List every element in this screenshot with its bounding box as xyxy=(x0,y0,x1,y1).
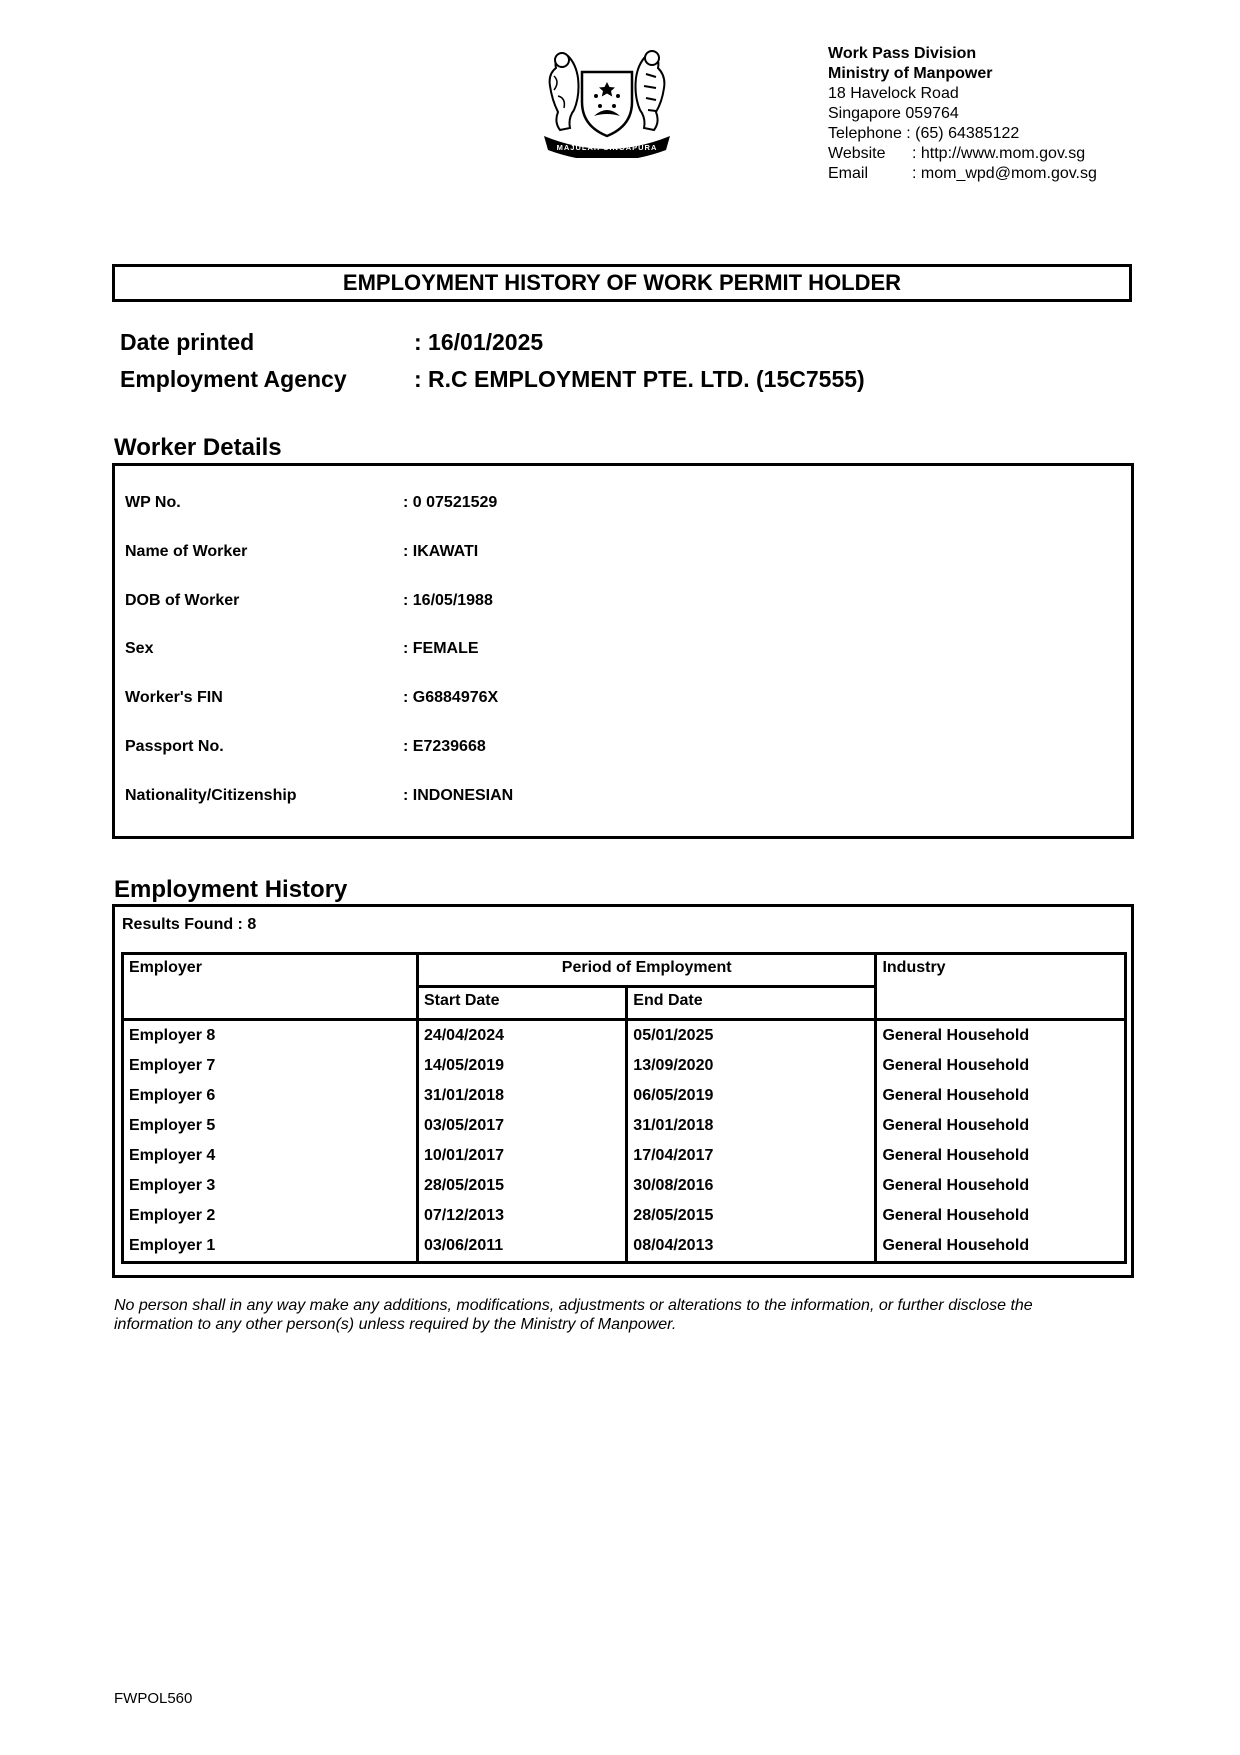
start-date-cell: 07/12/2013 xyxy=(417,1201,626,1231)
employment-history-box xyxy=(112,904,1134,1278)
field-value: : G6884976X xyxy=(403,689,499,706)
employer-cell: Employer 8 xyxy=(123,1020,418,1052)
end-date-cell: 28/05/2015 xyxy=(627,1201,876,1231)
document-title: EMPLOYMENT HISTORY OF WORK PERMIT HOLDER xyxy=(112,264,1132,302)
coat-of-arms-icon xyxy=(540,46,674,158)
field-value: : INDONESIAN xyxy=(403,787,514,804)
fin-row xyxy=(125,689,499,707)
industry-cell: General Household xyxy=(876,1231,1126,1263)
telephone: Telephone : (65) 64385122 xyxy=(828,125,1020,142)
industry-cell: General Household xyxy=(876,1171,1126,1201)
field-label: Passport No. xyxy=(125,738,224,755)
employer-cell: Employer 5 xyxy=(123,1111,418,1141)
field-label: Sex xyxy=(125,640,154,657)
industry-cell: General Household xyxy=(876,1111,1126,1141)
field-label: Worker's FIN xyxy=(125,689,223,706)
website-row xyxy=(828,144,1097,164)
period-header: Period of Employment xyxy=(417,954,876,987)
employer-cell: Employer 2 xyxy=(123,1201,418,1231)
employment-agency-row xyxy=(120,366,865,393)
passport-row xyxy=(125,738,486,756)
industry-cell: General Household xyxy=(876,1020,1126,1052)
field-value: : FEMALE xyxy=(403,640,479,657)
field-value: : 0 07521529 xyxy=(403,494,498,511)
sex-row xyxy=(125,640,479,658)
email-label: Email xyxy=(828,165,869,182)
table-row xyxy=(123,1051,1126,1081)
ministry-name: Ministry of Manpower xyxy=(828,65,993,82)
start-date-header: Start Date xyxy=(417,987,626,1020)
start-date-cell: 14/05/2019 xyxy=(417,1051,626,1081)
results-count: Results Found : 8 xyxy=(122,916,257,933)
wp-no-row xyxy=(125,494,498,512)
industry-cell: General Household xyxy=(876,1201,1126,1231)
field-label: DOB of Worker xyxy=(125,592,240,609)
date-printed-value: : 16/01/2025 xyxy=(414,329,544,355)
field-label: Name of Worker xyxy=(125,543,248,560)
start-date-cell: 24/04/2024 xyxy=(417,1020,626,1052)
email-row xyxy=(828,164,1097,184)
date-printed-row xyxy=(120,329,544,356)
employment-history-heading: Employment History xyxy=(114,876,348,903)
worker-details-box xyxy=(112,463,1134,839)
industry-cell: General Household xyxy=(876,1081,1126,1111)
table-row xyxy=(123,1171,1126,1201)
employment-agency-value: : R.C EMPLOYMENT PTE. LTD. (15C7555) xyxy=(414,366,865,392)
division-name: Work Pass Division xyxy=(828,45,977,62)
end-date-header: End Date xyxy=(627,987,876,1020)
end-date-cell: 13/09/2020 xyxy=(627,1051,876,1081)
worker-name-row xyxy=(125,543,479,561)
employment-agency-label: Employment Agency xyxy=(120,366,347,392)
end-date-cell: 06/05/2019 xyxy=(627,1081,876,1111)
employer-cell: Employer 7 xyxy=(123,1051,418,1081)
end-date-cell: 31/01/2018 xyxy=(627,1111,876,1141)
worker-details-heading: Worker Details xyxy=(114,434,282,461)
table-row xyxy=(123,1141,1126,1171)
industry-cell: General Household xyxy=(876,1141,1126,1171)
employer-cell: Employer 3 xyxy=(123,1171,418,1201)
start-date-cell: 28/05/2015 xyxy=(417,1171,626,1201)
field-value: : 16/05/1988 xyxy=(403,592,493,609)
employment-history-table xyxy=(121,952,1127,1264)
nationality-row xyxy=(125,787,514,805)
form-code: FWPOL560 xyxy=(114,1690,193,1707)
disclaimer-text: No person shall in any way make any additions, modifications, adjustments or alterations to the information, or further disclose the information to any other person(s) unless required by the Ministry of Manpower. xyxy=(114,1297,1033,1333)
table-row xyxy=(123,1111,1126,1141)
field-value: : E7239668 xyxy=(403,738,486,755)
address-line-1: 18 Havelock Road xyxy=(828,85,959,102)
start-date-cell: 03/05/2017 xyxy=(417,1111,626,1141)
start-date-cell: 31/01/2018 xyxy=(417,1081,626,1111)
dob-row xyxy=(125,592,493,610)
industry-header: Industry xyxy=(876,954,1126,1020)
table-row xyxy=(123,1081,1126,1111)
ministry-letterhead xyxy=(828,44,1097,184)
website-link[interactable]: : http://www.mom.gov.sg xyxy=(912,145,1086,162)
employer-cell: Employer 6 xyxy=(123,1081,418,1111)
end-date-cell: 08/04/2013 xyxy=(627,1231,876,1263)
table-row xyxy=(123,1201,1126,1231)
address-line-2: Singapore 059764 xyxy=(828,105,959,122)
start-date-cell: 03/06/2011 xyxy=(417,1231,626,1263)
website-label: Website xyxy=(828,145,886,162)
employer-cell: Employer 4 xyxy=(123,1141,418,1171)
field-label: Nationality/Citizenship xyxy=(125,787,297,804)
table-row xyxy=(123,1020,1126,1052)
end-date-cell: 17/04/2017 xyxy=(627,1141,876,1171)
field-value: : IKAWATI xyxy=(403,543,479,560)
date-printed-label: Date printed xyxy=(120,329,255,355)
table-row xyxy=(123,1231,1126,1263)
end-date-cell: 05/01/2025 xyxy=(627,1020,876,1052)
start-date-cell: 10/01/2017 xyxy=(417,1141,626,1171)
employer-header: Employer xyxy=(123,954,418,1020)
end-date-cell: 30/08/2016 xyxy=(627,1171,876,1201)
field-label: WP No. xyxy=(125,494,181,511)
employer-cell: Employer 1 xyxy=(123,1231,418,1263)
crest-motto: MAJULAH SINGAPURA xyxy=(556,143,658,152)
industry-cell: General Household xyxy=(876,1051,1126,1081)
email-link[interactable]: : mom_wpd@mom.gov.sg xyxy=(912,165,1097,182)
